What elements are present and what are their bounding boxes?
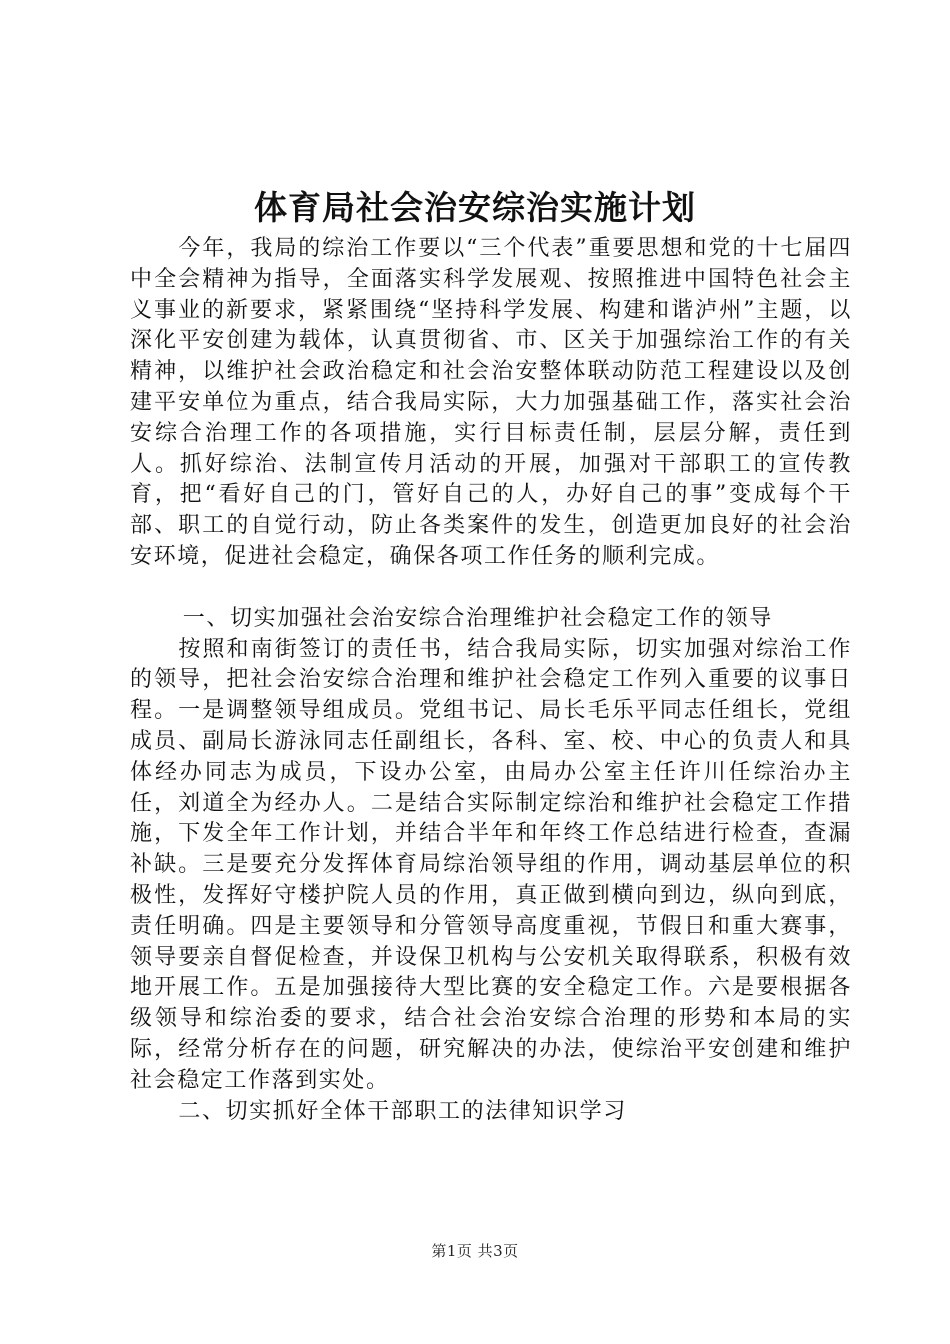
intro-paragraph: 今年，我局的综治工作要以“三个代表”重要思想和党的十七届四中全会精神为指导，全面落实科学发展观、按照推进中国特色社会主义事业的新要求，紧紧围绕“坚持科学发展、构建和谐泸州”主题，以深化平安创建为载体，认真贯彻省、市、区关于加强综治工作的有关精神，以维护社会政治稳定和社会治安整体联动防范工程建设以及创建平安单位为重点，结合我局实际，大力加强基础工作，落实社会治安综合治理工作的各项措施，实行目标责任制，层层分解，责任到人。抓好综治、法制宣传月活动的开展，加强对干部职工的宣传教育，把“看好自己的门，管好自己的人，办好自己的事”变成每个干部、职工的自觉行动，防止各类案件的发生，创造更加良好的社会治安环境，促进社会稳定，确保各项工作任务的顺利完成。 (130, 236, 852, 569)
document-title: 体育局社会治安综治实施计划 (254, 188, 696, 227)
document-body (130, 234, 852, 1127)
section-1-heading: 一、切实加强社会治安综合治理维护社会稳定工作的领导 (182, 605, 773, 631)
page-number-footer: 第1页 共3页 (431, 1242, 519, 1260)
paragraph-spacer (130, 573, 852, 604)
section-2-heading: 二、切实抓好全体干部职工的法律知识学习 (178, 1098, 627, 1124)
section-1-paragraph: 按照和南街签订的责任书，结合我局实际，切实加强对综治工作的领导，把社会治安综合治理和维护社会稳定工作列入重要的议事日程。一是调整领导组成员。党组书记、局长毛乐平同志任组长，党组成员、副局长游泳同志任副组长，各科、室、校、中心的负责人和具体经办同志为成员，下设办公室，由局办公室主任许川任综治办主任，刘道全为经办人。二是结合实际制定综治和维护社会稳定工作措施，下发全年工作计划，并结合半年和年终工作总结进行检查，查漏补缺。三是要充分发挥体育局综治领导组的作用，调动基层单位的积极性，发挥好守楼护院人员的作用，真正做到横向到边，纵向到底，责任明确。四是主要领导和分管领导高度重视，节假日和重大赛事，领导要亲自督促检查，并设保卫机构与公安机关取得联系，积极有效地开展工作。五是加强接待大型比赛的安全稳定工作。六是要根据各级领导和综治委的要求，结合社会治安综合治理的形势和本局的实际，经常分析存在的问题，研究解决的办法，使综治平安创建和维护社会稳定工作落到实处。 (130, 636, 852, 1093)
